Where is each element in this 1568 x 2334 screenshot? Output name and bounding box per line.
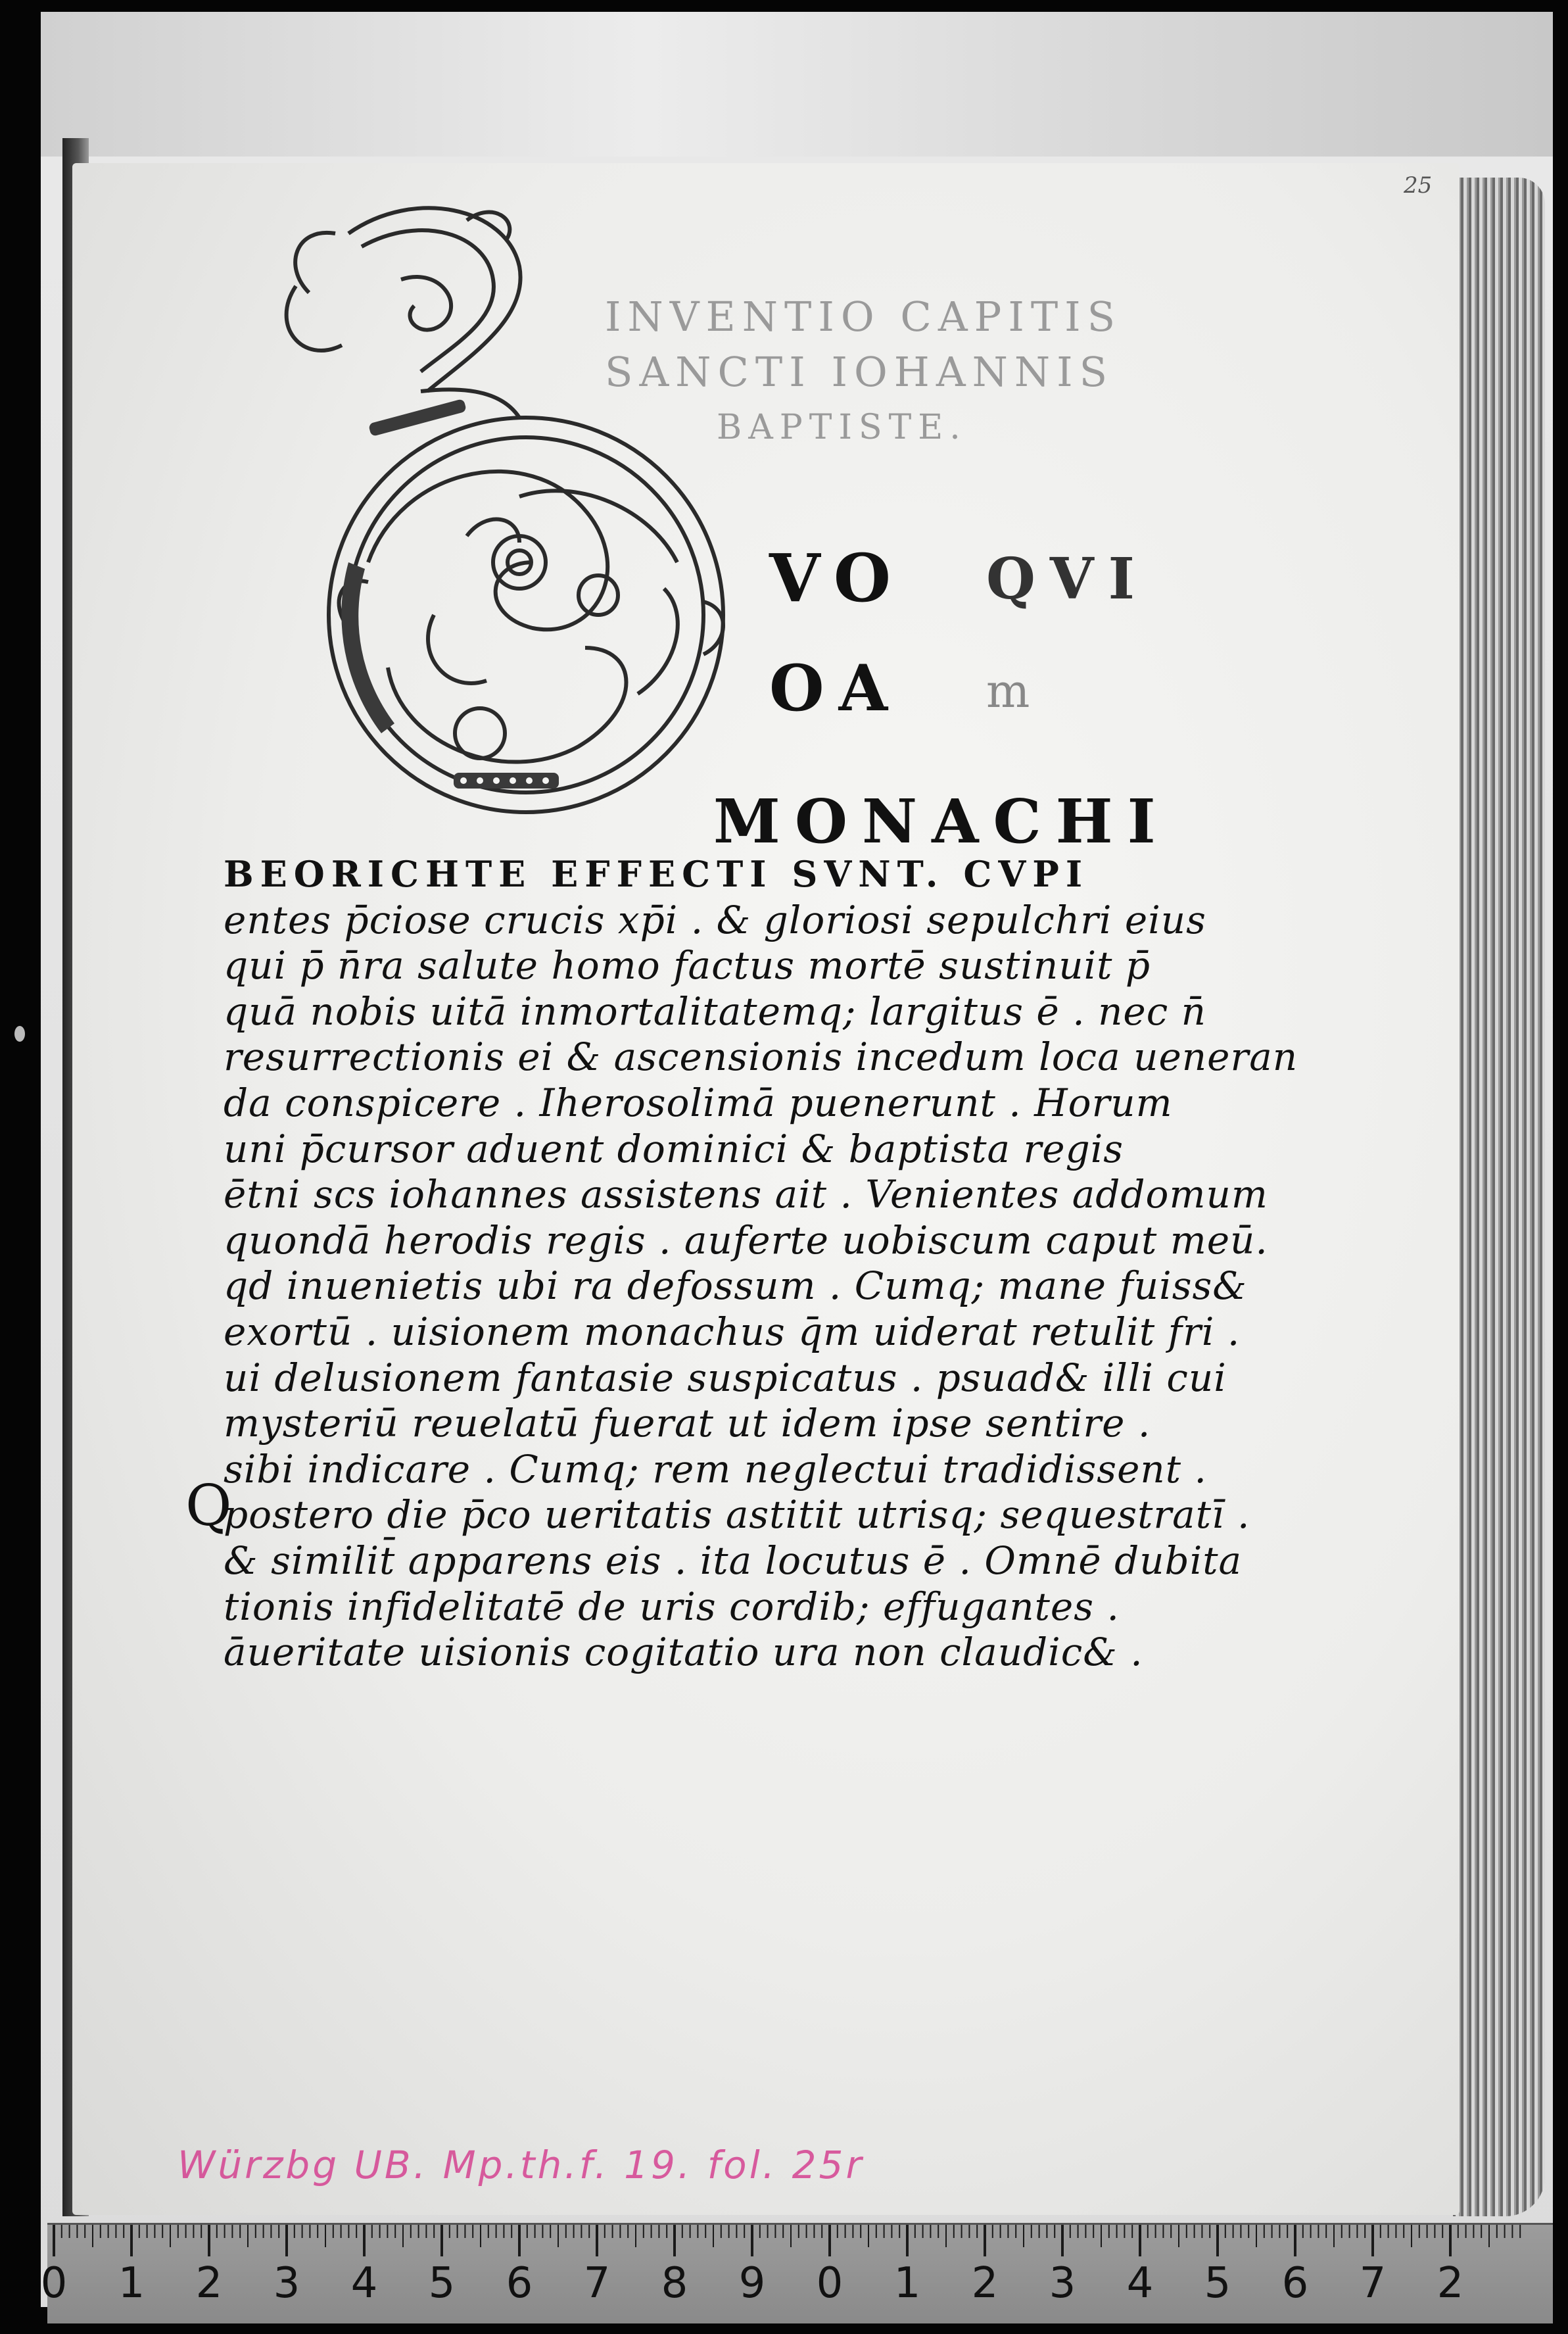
ruler-label: 0 — [40, 2259, 68, 2308]
text-line: qd inuenietis ubi ra defossum . Cumq; mane fuiss& — [224, 1263, 1247, 1309]
text-line: da conspicere . Iherosolimā puenerunt . Horum — [224, 1080, 1173, 1125]
photo-background — [41, 12, 1553, 157]
text-line: ētni scs iohannes assistens ait . Venientes addomum — [224, 1172, 1268, 1217]
opening-word: OA — [769, 651, 903, 725]
text-line: quondā herodis regis . auferte uobiscum caput meū. — [224, 1217, 1268, 1263]
shelfmark-annotation: Würzbg UB. Mp.th.f. 19. fol. 25r — [178, 2143, 865, 2187]
rubric-line: INVENTIO CAPITIS — [605, 293, 1122, 341]
text-line: entes p̄ciose crucis xp̄i . & gloriosi sepulchri eius — [224, 897, 1206, 942]
frame-mark — [14, 1026, 25, 1042]
text-line: mysteriū reuelatū fuerat ut idem ipse sentire . — [224, 1401, 1151, 1446]
ruler-label: 9 — [738, 2259, 766, 2308]
folio-number: 25 — [1404, 172, 1433, 199]
text-line: ui delusionem fantasie suspicatus . psuad& illi cui — [224, 1355, 1227, 1400]
ruler-label: 7 — [1359, 2259, 1387, 2308]
text-line: quā nobis uitā inmortalitatemq; largitus ē . nec n̄ — [224, 988, 1207, 1034]
ruler-label: 3 — [1049, 2259, 1076, 2308]
ruler-label: 5 — [428, 2259, 456, 2308]
ruler-label: 3 — [273, 2259, 300, 2308]
text-line: exortū . uisionem monachus q̄m uiderat retulit fri . — [224, 1309, 1241, 1354]
text-line: & similit̄ apparens eis . ita locutus ē . Omnē dubita — [224, 1538, 1243, 1583]
ruler-label: 1 — [893, 2259, 921, 2308]
ruler-label: 0 — [816, 2259, 843, 2308]
text-line: āueritate uisionis cogitatio ura non claudic& . — [224, 1630, 1143, 1675]
text-line: qui p̄ n̄ra salute homo factus mortē sustinuit p̄ — [224, 943, 1151, 988]
ruler-label: 7 — [583, 2259, 611, 2308]
ruler-label: 8 — [661, 2259, 688, 2308]
ruler-label: 5 — [1204, 2259, 1231, 2308]
illuminated-initial — [270, 194, 782, 839]
rubric-line: SANCTI IOHANNIS — [605, 348, 1114, 396]
text-line: postero die p̄co ueritatis astitit utrisq; sequestratī . — [224, 1492, 1250, 1538]
opening-word: MONACHI — [713, 786, 1170, 857]
opening-word: m — [986, 664, 1045, 718]
opening-word: VO — [769, 539, 905, 617]
text-line: uni p̄cursor aduent dominici & baptista regis — [224, 1126, 1124, 1171]
ruler-label: 4 — [350, 2259, 378, 2308]
opening-word: QVI — [986, 546, 1149, 612]
ruler-scale — [40, 2225, 1553, 2323]
text-line: BEORICHTE EFFECTI SVNT. CVPI — [224, 853, 1089, 895]
text-line: resurrectionis ei & ascensionis incedum loca ueneran — [224, 1034, 1298, 1080]
ruler-label: 2 — [1437, 2259, 1464, 2308]
text-line: sibi indicare . Cumq; rem neglectui tradidissent . — [224, 1446, 1207, 1492]
ruler-label: 2 — [971, 2259, 999, 2308]
ruler-label: 4 — [1126, 2259, 1154, 2308]
measuring-ruler — [40, 2223, 1553, 2323]
ruler-label: 1 — [118, 2259, 145, 2308]
page-edges — [1453, 178, 1545, 2216]
manuscript-text — [224, 852, 1298, 1676]
ruler-label: 2 — [195, 2259, 223, 2308]
ruler-label: 6 — [506, 2259, 533, 2308]
marginal-initial: Q — [185, 1473, 232, 1539]
rubric-line: BAPTISTE. — [717, 408, 967, 447]
ruler-label: 6 — [1281, 2259, 1309, 2308]
text-line: tionis infidelitatē de uris cordib; effugantes . — [224, 1584, 1120, 1629]
